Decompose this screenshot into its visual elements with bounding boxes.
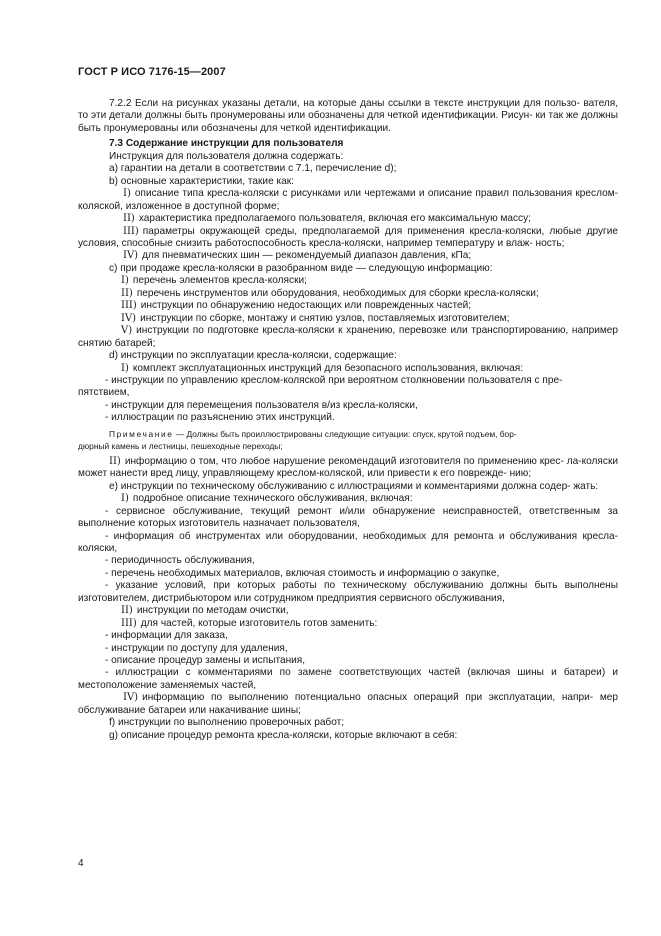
list-item-e-2 bbox=[78, 605, 618, 617]
list-item-b-2 bbox=[78, 213, 618, 225]
text-line: перечень инструментов или оборудования, необходимых для сборки кресла-коляски; bbox=[136, 287, 539, 299]
list-item-b-3 bbox=[78, 226, 618, 251]
roman-numeral: I) bbox=[121, 362, 129, 374]
text-line: - указание условий, при которых работы по техническому обслуживанию должны быть выполнены bbox=[105, 580, 618, 592]
text-line: характеристика предполагаемого пользователя, включая его максимальную массу; bbox=[138, 213, 531, 225]
list-item-e-1 bbox=[78, 493, 618, 505]
text-line: например снятию батарей; bbox=[78, 325, 618, 349]
roman-numeral: I) bbox=[123, 188, 131, 200]
list-item-d-1 bbox=[78, 363, 618, 375]
roman-numeral: II) bbox=[109, 455, 121, 467]
text-line: инструкции по подготовке кресла-коляски к хранению, перевозке или транспортированию, bbox=[136, 325, 569, 337]
text-line: — Должны быть проиллюстрированы следующие ситуации: спуск, крутой подъем, бор- bbox=[173, 428, 517, 439]
dash-item-e3-a: - информации для заказа, bbox=[105, 630, 228, 642]
text-line: мер обслуживание батареи или накачивание шины; bbox=[78, 692, 618, 716]
text-line: параметры окружающей среды, предполагаемой для применения кресла-коляски, любые bbox=[142, 225, 582, 237]
list-item-d-2 bbox=[78, 456, 618, 481]
text-line: комплект эксплуатационных инструкций для безопасного использования, включая: bbox=[132, 362, 524, 374]
document-body bbox=[78, 98, 618, 742]
dash-item-d1-a-cont: пятствием, bbox=[78, 387, 130, 399]
list-item-c: c) при продаже кресла-коляски в разобранном виде — следующую информацию: bbox=[109, 262, 493, 274]
roman-numeral: V) bbox=[121, 325, 133, 337]
text-line: инструкции по методам очистки, bbox=[136, 605, 289, 617]
text-line: нию; bbox=[509, 468, 532, 480]
list-item-c-1 bbox=[78, 275, 618, 287]
text-line: инструкции по обнаружению недостающих или поврежденных частей; bbox=[140, 300, 472, 312]
dash-item-e3-d bbox=[78, 667, 618, 692]
roman-numeral: II) bbox=[121, 287, 133, 299]
roman-numeral: III) bbox=[123, 225, 139, 237]
list-item-a: a) гарантии на детали в соответствии с 7.1, перечисление d); bbox=[109, 163, 397, 175]
text-line: жать: bbox=[573, 480, 599, 492]
note-block bbox=[78, 428, 618, 452]
list-item-c-5 bbox=[78, 325, 618, 350]
roman-numeral: IV) bbox=[123, 692, 139, 704]
dash-item-e1-c: - периодичность обслуживания, bbox=[105, 555, 255, 567]
text-line: - информация об инструментах или оборудовании, необходимых для ремонта и обслуживания bbox=[105, 530, 578, 542]
roman-numeral: I) bbox=[121, 493, 129, 505]
roman-numeral: II) bbox=[121, 605, 133, 617]
roman-numeral: II) bbox=[123, 213, 135, 225]
text-line: для пневматических шин — рекомендуемый диапазон давления, кПа; bbox=[142, 250, 472, 262]
dash-item-d1-b: - инструкции для перемещения пользователя в/из кресла-коляски, bbox=[105, 399, 418, 411]
document-header: ГОСТ Р ИСО 7176-15—2007 bbox=[78, 66, 226, 78]
dash-item-d1-c: - иллюстрации по разъяснению этих инструкций. bbox=[105, 412, 335, 424]
list-item-c-3 bbox=[78, 300, 618, 312]
roman-numeral: IV) bbox=[123, 250, 139, 262]
text-line: - инструкции по управлению креслом-коляской при вероятном столкновении пользователя с пре- bbox=[105, 374, 563, 386]
roman-numeral: IV) bbox=[121, 312, 137, 324]
list-item-b: b) основные характеристики, такие как: bbox=[109, 175, 294, 187]
text-line: - сервисное обслуживание, текущий ремонт и/или обнаружение неисправностей, ответственным bbox=[105, 505, 601, 517]
list-item-c-4 bbox=[78, 313, 618, 325]
text-line: ки так же должны быть пронумерованы или обозначены для четкой идентификации. bbox=[78, 110, 618, 134]
list-item-b-4 bbox=[78, 250, 618, 262]
text-line: описание типа кресла-коляски с рисунками или чертежами и описание правил пользования bbox=[134, 188, 573, 200]
note-label: Примечание bbox=[109, 428, 174, 439]
list-item-c-2 bbox=[78, 288, 618, 300]
text-line: ность; bbox=[535, 237, 565, 249]
roman-numeral: III) bbox=[121, 300, 137, 312]
text-line: для частей, которые изготовитель готов заменить: bbox=[140, 617, 378, 629]
list-item-e-3 bbox=[78, 618, 618, 630]
dash-item-e1-b bbox=[78, 531, 618, 556]
text-line: изготовителем, дистрибьютором или сотрудником предприятия сервисного обслуживания, bbox=[78, 592, 505, 604]
text-line: вателя, то эти детали должны быть пронумерованы или обозначены для четкой идентификации. Рисун- bbox=[78, 98, 619, 122]
text-line: креслом-коляской, изложенное в доступной форме; bbox=[78, 188, 618, 212]
list-item-g: g) описание процедур ремонта кресла-коляски, которые включают в себя: bbox=[109, 729, 458, 741]
list-item-e bbox=[78, 481, 618, 493]
roman-numeral: I) bbox=[121, 275, 129, 287]
text-line: другие условия, способные снизить работоспособность кресла-коляски, например температуру и влаж- bbox=[78, 225, 618, 249]
text-line: местоположение заменяемых частей, bbox=[78, 679, 257, 691]
dash-item-e3-b: - инструкции по доступу для удаления, bbox=[105, 642, 288, 654]
text-line: дюрный камень и лестницы, пешеходные переходы; bbox=[78, 440, 283, 451]
text-line: за выполнение которых изготовитель назначает пользователя, bbox=[78, 505, 618, 530]
text-line: ла-коляски может нанести вред лицу, управляющему креслом-коляской, или привести к его поврежде- bbox=[78, 455, 618, 480]
text-line: 7.2.2 Если на рисунках указаны детали, на которые даны ссылки в тексте инструкции для пользо- bbox=[109, 98, 580, 109]
section-intro: Инструкция для пользователя должна содержать: bbox=[109, 150, 344, 162]
section-heading-7-3: 7.3 Содержание инструкции для пользователя bbox=[109, 138, 344, 150]
text-line: кресла-коляски, bbox=[78, 530, 618, 554]
dash-item-e1-e bbox=[78, 580, 618, 605]
text-line: перечень элементов кресла-коляски; bbox=[132, 275, 307, 287]
text-line: информацию о том, что любое нарушение рекомендаций изготовителя по применению крес- bbox=[124, 455, 564, 467]
dash-item-e3-c: - описание процедур замены и испытания, bbox=[105, 655, 306, 667]
text-line: - иллюстрации с комментариями по замене соответствующих частей (включая шины и батареи) и bbox=[105, 667, 618, 679]
text-line: e) инструкции по техническому обслуживанию с иллюстрациями и комментариями должна содер- bbox=[109, 480, 571, 492]
list-item-b-1 bbox=[78, 188, 618, 213]
dash-item-d1-a bbox=[78, 375, 618, 387]
list-item-d: d) инструкции по эксплуатации кресла-коляски, содержащие: bbox=[109, 350, 397, 362]
dash-item-e1-d: - перечень необходимых материалов, включая стоимость и информацию о закупке, bbox=[105, 567, 500, 579]
text-line: инструкции по сборке, монтажу и снятию узлов, поставляемых изготовителем; bbox=[140, 312, 510, 324]
text-line: подробное описание технического обслуживания, включая: bbox=[132, 493, 413, 505]
dash-item-e1-a bbox=[78, 506, 618, 531]
paragraph-7-2-2 bbox=[78, 98, 618, 135]
list-item-e-4 bbox=[78, 692, 618, 717]
text-line: информацию по выполнению потенциально опасных операций при эксплуатации, напри- bbox=[142, 692, 594, 704]
roman-numeral: III) bbox=[121, 617, 137, 629]
list-item-f: f) инструкции по выполнению проверочных работ; bbox=[109, 717, 345, 729]
page-number: 4 bbox=[78, 858, 84, 869]
